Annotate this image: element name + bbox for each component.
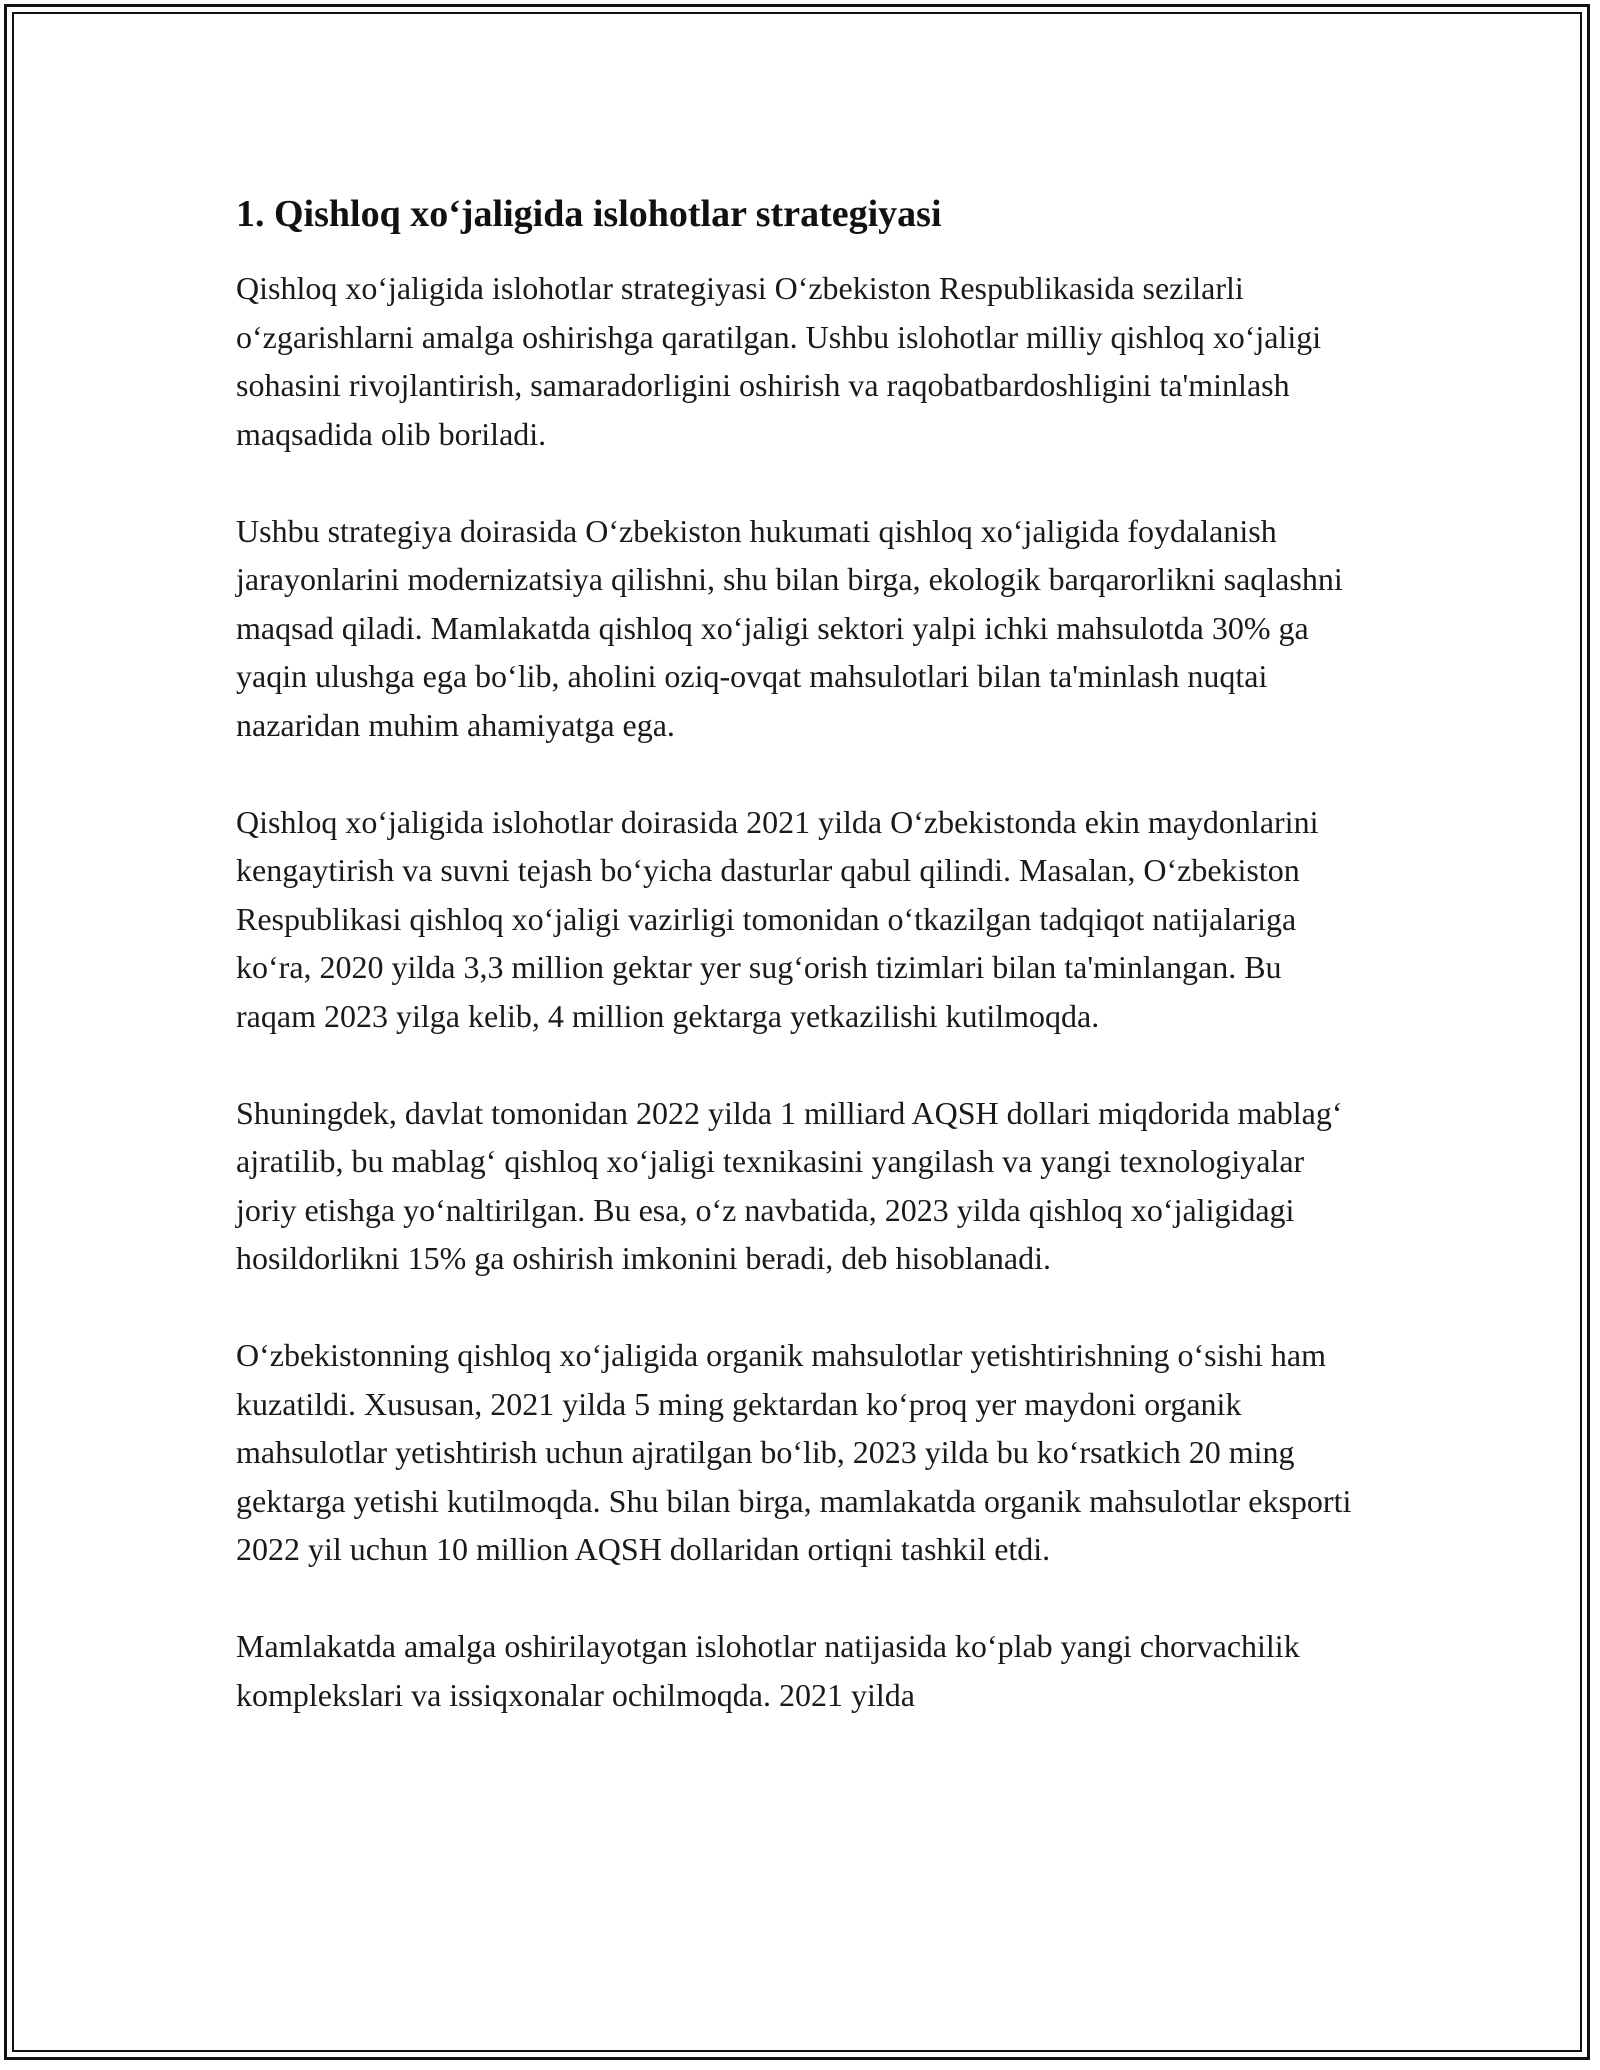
paragraph-4: Shuningdek, davlat tomonidan 2022 yilda 1 milliard AQSH dollari miqdorida mablag‘ ajratilib, bu mablag‘ qishloq xo‘jaligi texnikasini yangilash va yangi texnologiyalar joriy etishga yo‘naltirilgan. Bu esa, o‘z navbatida, 2023 yilda qishloq xo‘jaligidagi hosildorlikni 15% ga oshirish imkonini beradi, deb hisoblanadi.: [236, 1094, 1343, 1276]
paragraph-6: Mamlakatda amalga oshirilayotgan islohotlar natijasida ko‘plab yangi chorvachilik komplekslari va issiqxonalar ochilmoqda. 2021 yilda: [236, 1628, 1300, 1713]
section-heading: 1. Qishloq xo‘jaligida islohotlar strategiyasi: [236, 193, 942, 235]
paragraph-3: Qishloq xo‘jaligida islohotlar doirasida 2021 yilda O‘zbekistonda ekin maydonlarini kengaytirish va suvni tejash bo‘yicha dasturlar qabul qilindi. Masalan, O‘zbekiston Respublikasi qishloq xo‘jaligi vazirligi tomonidan o‘tkazilgan tadqiqot natijalariga ko‘ra, 2020 yilda 3,3 million gektar yer sug‘orish tizimlari bilan ta'minlangan. Bu raqam 2023 yilga kelib, 4 million gektarga yetkazilishi kutilmoqda.: [236, 803, 1319, 1034]
paragraph-2: Ushbu strategiya doirasida O‘zbekiston hukumati qishloq xo‘jaligida foydalanish jarayonlarini modernizatsiya qilishni, shu bilan birga, ekologik barqarorlikni saqlashni maqsad qiladi. Mamlakatda qishloq xo‘jaligi sektori yalpi ichki mahsulotda 30% ga yaqin ulushga ega bo‘lib, aholini oziq-ovqat mahsulotlari bilan ta'minlash nuqtai nazaridan muhim ahamiyatga ega.: [236, 512, 1343, 743]
document-body: [236, 186, 1366, 1768]
paragraph-5: O‘zbekistonning qishloq xo‘jaligida organik mahsulotlar yetishtirishning o‘sishi ham kuzatildi. Xususan, 2021 yilda 5 ming gektardan ko‘proq yer maydoni organik mahsulotlar yetishtirish uchun ajratilgan bo‘lib, 2023 yilda bu ko‘rsatkich 20 ming gektarga yetishi kutilmoqda. Shu bilan birga, mamlakatda organik mahsulotlar eksporti 2022 yil uchun 10 million AQSH dollaridan ortiqni tashkil etdi.: [236, 1337, 1352, 1567]
paragraph-1: Qishloq xo‘jaligida islohotlar strategiyasi O‘zbekiston Respublikasida sezilarli o‘zgarishlarni amalga oshirishga qaratilgan. Ushbu islohotlar milliy qishloq xo‘jaligi sohasini rivojlantirish, samaradorligini oshirish va raqobatbardoshligini ta'minlash maqsadida olib boriladi.: [236, 270, 1322, 452]
